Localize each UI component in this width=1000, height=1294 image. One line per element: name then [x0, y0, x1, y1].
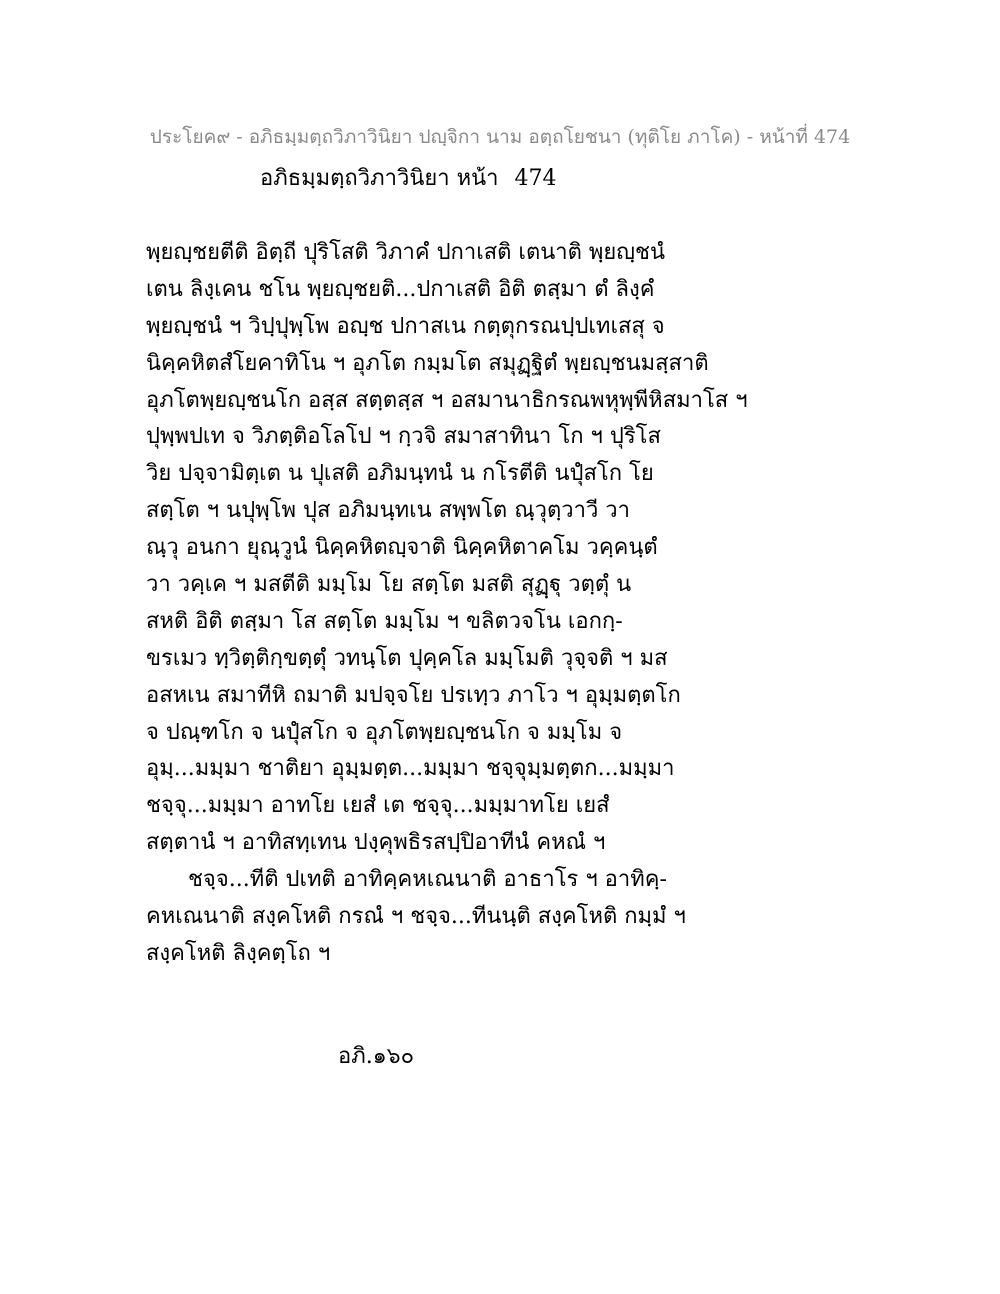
page-title-text: อภิธมฺมตฺถวิภาวินิยา หน้า — [260, 166, 499, 191]
text-line: ปุพฺพปเท จ วิภตฺติอโลโป ฯ กฺวจิ สมาสาทินา โก ฯ ปุริโส — [146, 424, 661, 450]
text-line: สตฺตานํ ฯ อาทิสทฺเทน ปงฺคุพธิรสปฺปิอาทีนํ คหณํ ฯ — [146, 830, 606, 856]
text-line: สตฺโต ฯ นปุพฺโพ ปุส อภิมนฺทเน สพฺพโต ณฺวุตฺวาวี วา — [146, 498, 631, 524]
text-line: อุมฺ...มมฺมา ชาติยา อุมฺมตฺต...มมฺมา ชจฺจุมฺมตฺตก...มมฺมา — [146, 756, 675, 782]
text-line: นิคฺคหิตสํโยคาทิโน ฯ อุภโต กมฺมโต สมุฏฺฐิตํ พฺยญฺชนมสฺสาติ — [146, 350, 709, 376]
text-line: ชจฺจุ...มมฺมา อาทโย เยสํ เต ชจฺจุ...มมฺมาทโย เยสํ — [146, 793, 610, 819]
text-line: ณฺวุ อนกา ยุณฺวูนํ นิคฺคหิตญฺจาติ นิคฺคหิตาคโม วคฺคนฺตํ — [146, 535, 658, 561]
page-number: 474 — [514, 166, 557, 191]
text-line: สงฺคโหติ ลิงฺคตฺโถ ฯ — [146, 940, 331, 966]
text-line: วิย ปจฺจามิตฺเต น ปุเสติ อภิมนฺทนํ น กโรตีติ นปุํสโก โย — [146, 461, 654, 487]
text-line: วา วคฺเค ฯ มสตีติ มมฺโม โย สตฺโต มสติ สุฏฺฐุ วตฺตุํ น — [146, 572, 632, 598]
text-line: อุภโตพฺยญฺชนโก อสฺส สตฺตสฺส ฯ อสมานาธิกรณพหุพฺพีหิสมาโส ฯ — [146, 387, 748, 413]
text-line: คหเณนาติ สงฺคโหติ กรณํ ฯ ชจฺจ...ทีนนฺติ สงฺคโหติ กมฺมํ ฯ — [146, 904, 686, 930]
text-line: จ ปณฺฑโก จ นปุํสโก จ อุภโตพฺยญฺชนโก จ มมฺโม จ — [146, 719, 623, 745]
text-line: สหติ อิติ ตสฺมา โส สตฺโต มมฺโม ฯ ขลิตวจโน เอกกฺ- — [146, 608, 623, 634]
body-text — [146, 235, 846, 973]
text-line: พฺยญฺชนํ ฯ วิปฺปุพฺโพ อญฺช ปกาสเน กตฺตุกรณปฺปเทเสสุ จ — [146, 313, 665, 339]
text-line-indented: ชจฺจ...ทีติ ปเทติ อาทิคฺคหเณนาติ อาธาโร ฯ อาทิคฺ- — [188, 867, 667, 893]
text-line: ขรเมว ทฺวิตฺติกฺขตฺตุํ วทนฺโต ปุคฺคโล มมฺโมติ วุจฺจติ ฯ มส — [146, 645, 668, 671]
footer-reference-code: อภิ.๑๖๐ — [338, 1044, 415, 1069]
text-line: เตน ลิงฺเคน ชโน พฺยญฺชยติ...ปกาเสติ อิติ ตสฺมา ตํ ลิงฺคํ — [146, 276, 655, 302]
text-line: อสหเน สมาทีหิ ถมาติ มปจฺจโย ปรเทฺว ภาโว ฯ อุมฺมตฺตโก — [146, 682, 681, 708]
page-title — [260, 160, 557, 195]
text-line: พฺยญฺชยตีติ อิตฺถี ปุริโสติ วิภาคํ ปกาเสติ เตนาติ พฺยญฺชนํ — [146, 240, 666, 265]
running-header: ประโยค๙ - อภิธมฺมตฺถวิภาวินิยา ปญฺจิกา นาม อตฺถโยชนา (ทุติโย ภาโค) - หน้าที่ 474 — [149, 126, 851, 148]
